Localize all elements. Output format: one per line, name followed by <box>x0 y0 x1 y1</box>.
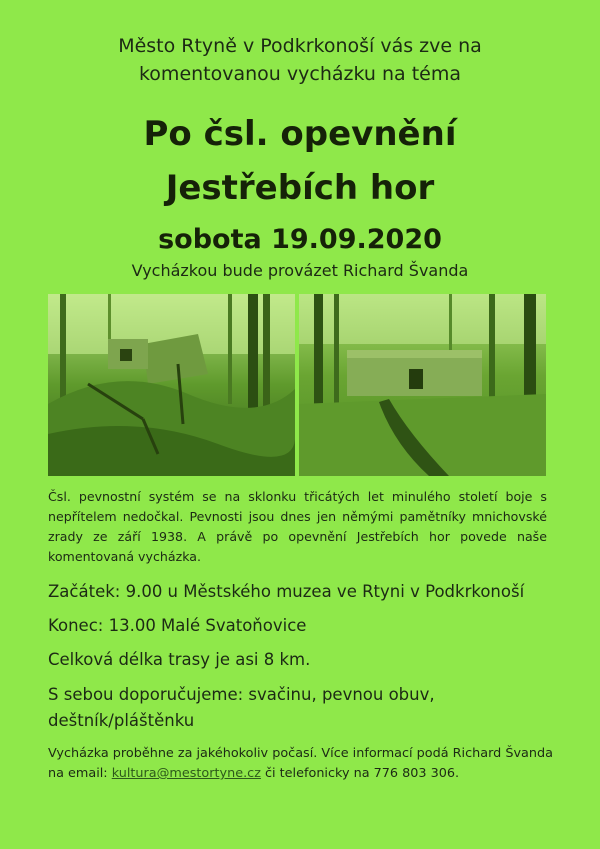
title-line-1: Po čsl. opevnění <box>143 114 457 154</box>
email-link[interactable]: kultura@mestortyne.cz <box>111 766 261 781</box>
guide-line: Vycházkou bude provázet Richard Švanda <box>131 261 469 280</box>
bring-line-2: deštník/pláštěnku <box>48 711 195 730</box>
title-line-2: Jestřebích hor <box>165 168 435 208</box>
bring-line-1: S sebou doporučujeme: svačinu, pevnou obuv, <box>48 685 435 704</box>
intro-line-1: Město Rtyně v Podkrkonoší vás zve na <box>118 35 482 57</box>
end-info: Konec: 13.00 Malé Svatoňovice <box>48 616 307 635</box>
phone-text: či telefonicky na 776 803 306. <box>260 766 460 781</box>
email-prefix: na email: <box>48 766 112 781</box>
photo-left <box>48 294 295 476</box>
photo-right <box>299 294 546 476</box>
bunker-with-trench-photo <box>299 294 546 476</box>
footer-line-2 <box>48 764 568 784</box>
intro-line-2: komentovanou vycházku na téma <box>138 63 461 85</box>
footer-line-1: Vycházka proběhne za jakéhokoliv počasí. Více informací podá Richard Švanda <box>48 746 553 761</box>
length-info: Celková délka trasy je asi 8 km. <box>48 650 311 669</box>
bunker-in-forest-photo <box>48 294 295 476</box>
start-info: Začátek: 9.00 u Městského muzea ve Rtyni v Podkrkonoší <box>48 582 525 601</box>
description-paragraph: Čsl. pevnostní systém se na sklonku třicátých let minulého století boje s nepřítelem nedočkal. Pevnosti jsou dnes jen němými pamětníky mnichovské zrady ze září 1938. A právě po opevnění Jestřebích hor povede naše komentovaná vycházka. <box>48 489 547 564</box>
event-date: sobota 19.09.2020 <box>158 224 442 255</box>
